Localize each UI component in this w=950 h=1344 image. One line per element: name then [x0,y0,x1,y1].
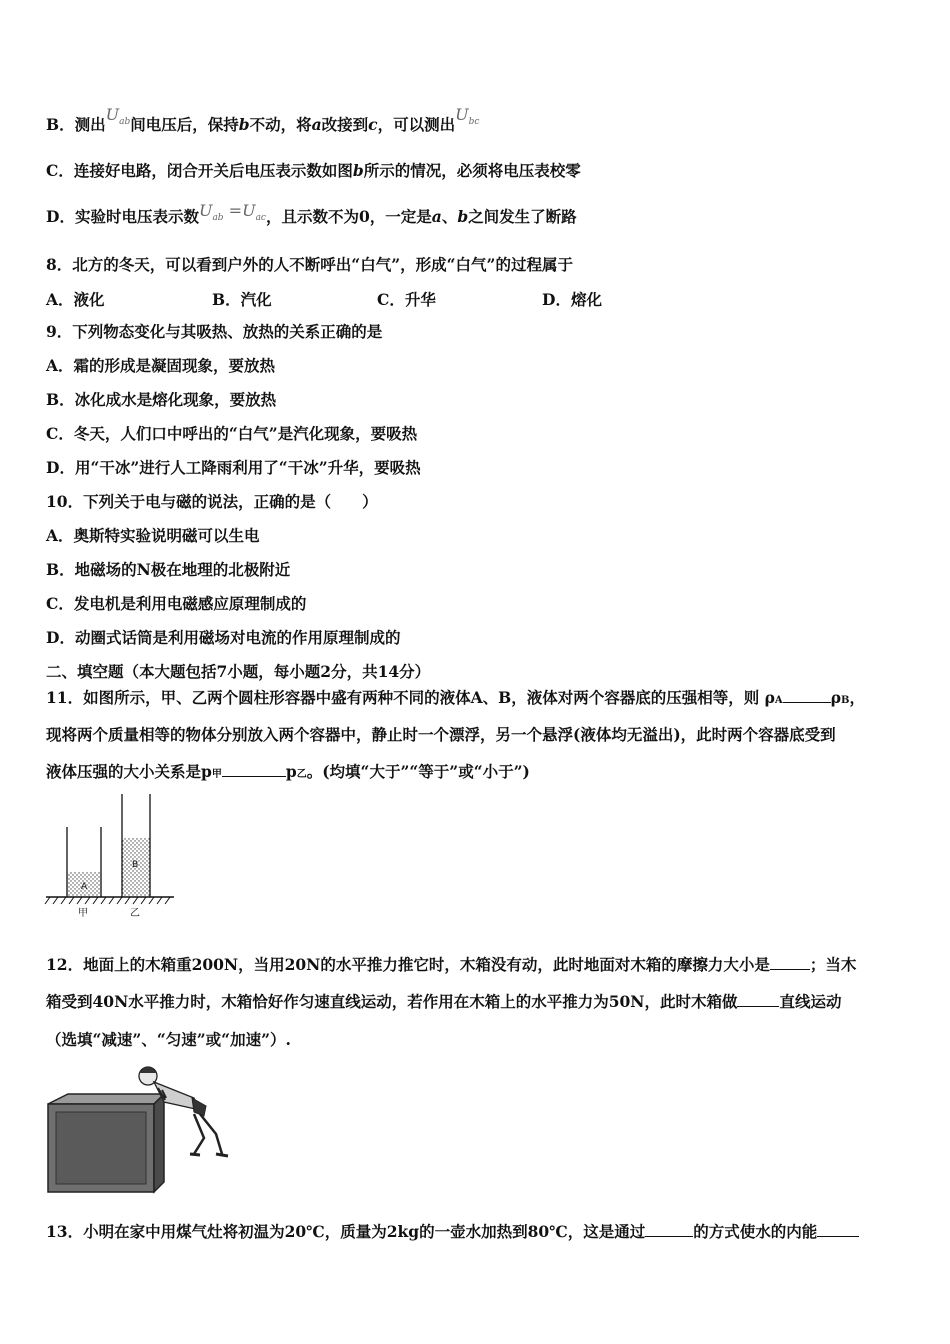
wooden-box [48,1094,164,1192]
q9-option-b: B．冰化成水是熔化现象，要放热 [46,390,277,409]
symbol-u-ab: $U_{ab}$ [105,105,131,128]
q12-line-2: 箱受到40N水平推力时，木箱恰好作匀速直线运动，若作用在木箱上的水平推力为50N，此时木箱做 直线运动 [46,992,842,1011]
q12-line-3: （选填“减速”、“匀速”或“加速”）. [46,1030,291,1049]
section-heading: 二、填空题（本大题包括7小题，每小题2分，共14分） [46,662,431,681]
q7-option-d: D．实验时电压表示数$U_{ab} =U_{ac}$，且示数不为0，一定是a、b之间发生了断路 [46,201,577,226]
box-push-figure [44,1058,244,1198]
ground-hatching [45,897,174,904]
q8-stem: 8．北方的冬天，可以看到户外的人不断呼出“白气”，形成“白气”的过程属于 [46,255,573,274]
q8-option-a: A．液化 [46,290,105,309]
q7-option-b: B．测出$U_{ab}$间电压后，保持b不动，将a改接到c，可以测出$U_{bc}$ [46,105,480,134]
svg-text:A: A [81,882,88,892]
q9-stem: 9．下列物态变化与其吸热、放热的关系正确的是 [46,322,383,341]
q10-option-d: D．动圈式话筒是利用磁场对电流的作用原理制成的 [46,628,401,647]
q11-line-1: 11．如图所示，甲、乙两个圆柱形容器中盛有两种不同的液体A、B，液体对两个容器底的压强相等，则 ρA ρB， [46,688,865,707]
symbol-u-ab-eq-u-ac: $U_{ab} =U_{ac}$ [198,201,266,224]
q7-option-c: C．连接好电路，闭合开关后电压表示数如图b所示的情况，必须将电压表校零 [46,161,581,180]
q8-option-b: B．汽化 [212,290,272,309]
answer-blank[interactable] [783,688,831,703]
label-jia: 甲 [78,908,88,919]
answer-blank[interactable] [817,1222,859,1237]
container-yi [122,794,150,897]
q11-line-2: 现将两个质量相等的物体分别放入两个容器中，静止时一个漂浮，另一个悬浮(液体均无溢出)，此时两个容器底受到 [46,725,836,744]
q10-option-b: B．地磁场的N极在地理的北极附近 [46,560,291,579]
q9-option-d: D．用“干冰”进行人工降雨利用了“干冰”升华，要吸热 [46,458,421,477]
q13-line-1: 13．小明在家中用煤气灶将初温为20℃，质量为2kg的一壶水加热到80℃，这是通过 的方式使水的内能 [46,1222,859,1242]
q10-stem: 10．下列关于电与磁的说法，正确的是（ ） [46,492,378,511]
label-yi: 乙 [130,908,140,919]
q9-option-c: C．冬天，人们口中呼出的“白气”是汽化现象，要吸热 [46,424,418,443]
symbol-u-bc: $U_{bc}$ [455,105,480,128]
containers-figure [44,790,184,920]
svg-text:B: B [132,860,139,870]
answer-blank[interactable] [770,955,810,970]
answer-blank[interactable] [222,762,286,777]
q11-line-3: 液体压强的大小关系是p甲 p乙。(均填“大于”“等于”或“小于”) [46,762,530,781]
q8-option-d: D．熔化 [542,290,602,309]
container-jia [67,827,101,897]
answer-blank[interactable] [645,1222,693,1237]
q9-option-a: A．霜的形成是凝固现象，要放热 [46,356,276,375]
q10-option-a: A．奥斯特实验说明磁可以生电 [46,526,260,545]
q8-option-c: C．升华 [377,290,436,309]
q10-option-c: C．发电机是利用电磁感应原理制成的 [46,594,307,613]
q12-line-1: 12．地面上的木箱重200N，当用20N的水平推力推它时，木箱没有动，此时地面对木箱的摩擦力大小是 ；当木 [46,955,857,974]
answer-blank[interactable] [737,992,779,1007]
